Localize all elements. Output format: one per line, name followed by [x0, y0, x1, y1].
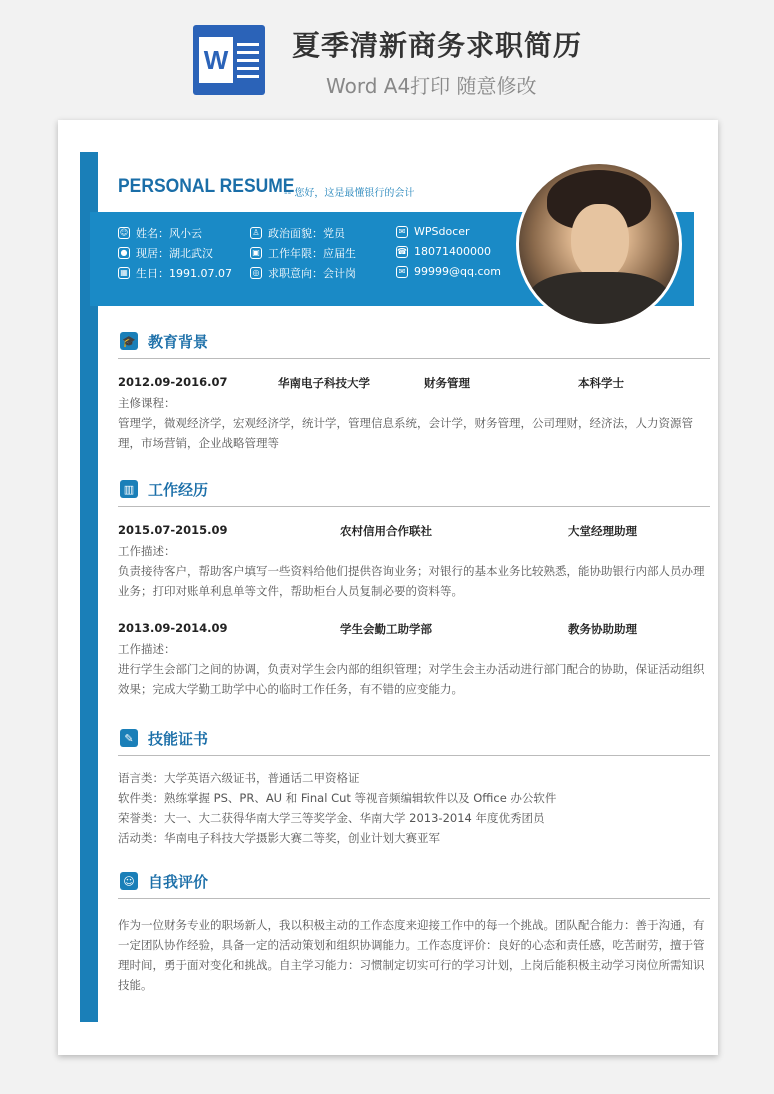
- work-org: 学生会勤工助学部: [340, 622, 432, 636]
- chart-icon: ▥: [120, 480, 138, 498]
- skill-line: 语言类：大学英语六级证书，普通话二甲资格证: [118, 771, 360, 785]
- skill-line: 荣誉类：大一、大二获得华南大学三等奖学金、华南大学 2013-2014 年度优秀团员: [118, 811, 545, 825]
- phone-icon: ☎: [397, 246, 407, 256]
- skills-section: [118, 727, 710, 857]
- resume-title: PERSONAL RESUME: [118, 176, 295, 197]
- page-title: 夏季清新商务求职简历: [292, 29, 583, 62]
- word-letter: W: [199, 37, 233, 83]
- info-wechat: ✉ WPSdocer: [396, 225, 470, 238]
- education-section: [118, 330, 710, 460]
- self-eval-title: 自我评价: [148, 873, 209, 891]
- education-school: 华南电子科技大学: [278, 376, 370, 390]
- location-icon: ●: [118, 247, 130, 259]
- self-eval-header: [118, 870, 710, 899]
- resume-page: [58, 120, 718, 1055]
- work-role: 教务协助助理: [568, 622, 637, 636]
- skill-line: 活动类：华南电子科技大学摄影大赛二等奖，创业计划大赛亚军: [118, 831, 440, 845]
- work-desc: 负责接待客户，帮助客户填写一些资料给他们提供咨询业务；对银行的基本业务比较熟悉，能协助银行内部人员办理业务；打印对账单利息单等文件，帮助柜台人员复制必要的资料等。: [118, 564, 705, 598]
- work-desc-label: 工作描述：: [118, 544, 176, 558]
- calendar-icon: ▦: [118, 267, 130, 279]
- education-courses-label: 主修课程：: [118, 396, 176, 410]
- education-degree: 本科学士: [578, 376, 624, 390]
- work-role: 大堂经理助理: [568, 524, 637, 538]
- info-work-years: ▣ 工作年限：应届生: [250, 245, 356, 261]
- self-eval-text: 作为一位财务专业的职场新人，我以积极主动的工作态度来迎接工作中的每一个挑战。团队配合能力：善于沟通，有一定团队协作经验，具备一定的活动策划和组织协调能力。工作态度评价：良好的心态和责任感，吃苦耐劳，擅于管理时间，勇于面对变化和挑战。自主学习能力：习惯制定切实可行的学习计划，上岗后能积极主动学习岗位所需知识技能。: [118, 918, 705, 992]
- info-birthday: ▦ 生日：1991.07.07: [118, 265, 232, 281]
- chat-icon: ✉: [396, 226, 408, 238]
- work-title: 工作经历: [148, 481, 209, 499]
- mail-icon: ✉: [396, 266, 408, 278]
- work-header: [118, 478, 710, 507]
- graduation-cap-icon: 🎓: [120, 332, 138, 350]
- education-header: [118, 330, 710, 359]
- person-icon: ☺: [120, 872, 138, 890]
- skills-title: 技能证书: [148, 730, 209, 748]
- skill-line: 软件类：熟练掌握 PS、PR、AU 和 Final Cut 等视音频编辑软件以及 Office 办公软件: [118, 791, 557, 805]
- work-org: 农村信用合作联社: [340, 524, 432, 538]
- info-residence: ● 现居：湖北武汉: [118, 245, 213, 261]
- work-desc: 进行学生会部门之间的协调，负责对学生会内部的组织管理；对学生会主办活动进行部门配合的协助，保证活动组织效果；完成大学勤工助学中心的临时工作任务，有不错的应变能力。: [118, 662, 705, 696]
- education-courses: 管理学，微观经济学，宏观经济学，统计学，管理信息系统，会计学，财务管理，公司理财，经济法，人力资源管理，市场营销，企业战略管理等: [118, 416, 693, 450]
- work-period: 2015.07-2015.09: [118, 523, 228, 537]
- page-subtitle: Word A4打印 随意修改: [326, 74, 537, 98]
- badge-icon: ♙: [250, 227, 262, 239]
- info-name: ☺ 姓名：风小云: [119, 227, 202, 240]
- info-politics: ♙ 政治面貌：党员: [250, 225, 345, 241]
- work-desc-label: 工作描述：: [118, 642, 176, 656]
- skills-header: [118, 727, 710, 756]
- certificate-icon: ✎: [120, 729, 138, 747]
- target-icon: ◎: [250, 267, 262, 279]
- work-period: 2013.09-2014.09: [118, 621, 228, 635]
- resume-tagline: -- 您好，这是最懂银行的会计: [284, 188, 415, 199]
- info-phone: ☎ 18071400000: [397, 245, 491, 258]
- word-icon: [193, 25, 265, 95]
- info-intention: ◎ 求职意向：会计岗: [250, 265, 356, 281]
- education-period: 2012.09-2016.07: [118, 375, 228, 389]
- briefcase-icon: ▣: [250, 247, 262, 259]
- education-major: 财务管理: [424, 376, 470, 390]
- top-header: [0, 0, 774, 110]
- user-icon: ☺: [119, 228, 129, 237]
- work-section: [118, 478, 710, 718]
- info-email: ✉ 99999@qq.com: [396, 265, 501, 278]
- self-eval-section: [118, 870, 710, 1000]
- education-title: 教育背景: [148, 333, 209, 351]
- avatar: [516, 161, 682, 327]
